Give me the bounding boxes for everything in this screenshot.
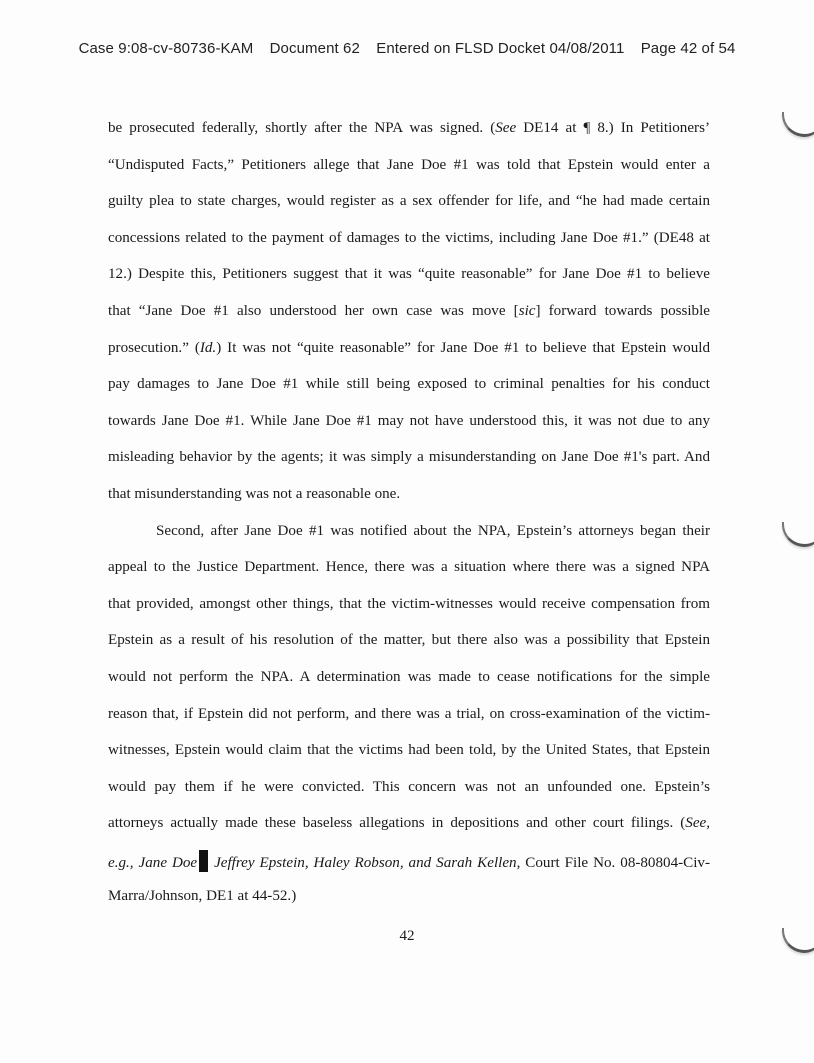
text-line [108, 777, 710, 814]
redaction-mark [199, 850, 208, 872]
text-run: “Undisputed Facts,” Petitioners allege that Jane Doe #1 was told that Epstein would enter a [108, 156, 710, 173]
text-line [108, 521, 710, 558]
text-run: , Court File No. 08-80804-Civ- [516, 854, 710, 871]
text-run: that misunderstanding was not a reasonable one. [108, 485, 401, 502]
text-run: witnesses, Epstein would claim that the victims had been told, by the United States, that Epstein [108, 742, 710, 759]
case-number: Case 9:08-cv-80736-KAM [78, 40, 254, 57]
text-line [108, 484, 710, 521]
text-line [108, 704, 710, 741]
text-run: Second, after Jane Doe #1 was notified about the NPA, Epstein’s attorneys began their [156, 522, 710, 539]
italic-text: Id. [199, 339, 217, 356]
text-run: prosecution.” ( [108, 339, 200, 356]
text-line [108, 813, 710, 850]
text-run: misleading behavior by the agents; it was simply a misunderstanding on Jane Doe #1's part. And [108, 449, 710, 466]
italic-text: See, [685, 815, 710, 832]
binder-hole-middle [782, 522, 814, 547]
text-run: attorneys actually made these baseless allegations in depositions and other court filings. ( [108, 815, 686, 832]
text-line [108, 886, 710, 923]
text-run: would not perform the NPA. A determination was made to cease notifications for the simple [108, 668, 710, 685]
text-run: guilty plea to state charges, would register as a sex offender for life, and “he had made certain [108, 193, 710, 210]
text-run: 12.) Despite this, Petitioners suggest that it was “quite reasonable” for Jane Doe #1 to believe [108, 266, 710, 283]
text-run: reason that, if Epstein did not perform, and there was a trial, on cross-examination of the victim- [108, 705, 710, 722]
italic-text: Jeffrey Epstein, Haley Robson, and Sarah Kellen [209, 854, 517, 871]
text-line [108, 264, 710, 301]
text-line [108, 374, 710, 411]
text-line [108, 228, 710, 265]
text-line [108, 740, 710, 777]
text-line [108, 594, 710, 631]
text-run: pay damages to Jane Doe #1 while still being exposed to criminal penalties for his conduct [108, 376, 710, 393]
text-line [108, 191, 710, 228]
body-text [108, 118, 710, 923]
binder-hole-top [782, 112, 814, 137]
text-line [108, 630, 710, 667]
text-line [108, 338, 710, 375]
text-run: that “Jane Doe #1 also understood her own case was move [ [108, 302, 519, 319]
paragraph-1 [108, 118, 710, 521]
italic-text: See [495, 120, 517, 136]
text-line [108, 411, 710, 448]
text-run: be prosecuted federally, shortly after the NPA was signed. ( [108, 120, 496, 136]
text-line [108, 557, 710, 594]
text-run: Epstein as a result of his resolution of the matter, but there also was a possibility that Epstein [108, 632, 710, 649]
page-number: 42 [399, 928, 415, 944]
court-header [0, 40, 814, 57]
text-run: DE14 at ¶ 8.) In Petitioners’ [516, 120, 710, 136]
paragraph-2 [108, 521, 710, 924]
text-run: Marra/Johnson, DE1 at 44-52.) [108, 888, 297, 905]
binder-hole-bottom [782, 928, 814, 953]
text-run: appeal to the Justice Department. Hence, there was a situation where there was a signed NPA [108, 559, 710, 576]
text-run: towards Jane Doe #1. While Jane Doe #1 may not have understood this, it was not due to any [108, 412, 710, 429]
text-line [108, 155, 710, 192]
text-line [108, 850, 710, 887]
text-run: ) It was not “quite reasonable” for Jane Doe #1 to believe that Epstein would [216, 339, 710, 356]
text-line [108, 447, 710, 484]
text-line [108, 301, 710, 338]
italic-text: sic [518, 302, 536, 319]
text-run: would pay them if he were convicted. This concern was not an unfounded one. Epstein’s [108, 778, 710, 795]
docket-entry: Entered on FLSD Docket 04/08/2011 [376, 40, 625, 57]
page-count: Page 42 of 54 [640, 40, 736, 57]
document-number: Document 62 [269, 40, 360, 57]
text-line [108, 667, 710, 704]
text-run: concessions related to the payment of damages to the victims, including Jane Doe #1.” (DE48 at [108, 229, 710, 246]
text-line [108, 118, 710, 155]
italic-text: e.g., Jane Doe [108, 854, 198, 871]
text-run: that provided, amongst other things, that the victim-witnesses would receive compensation from [108, 595, 710, 612]
text-run: ] forward towards possible [535, 302, 710, 319]
